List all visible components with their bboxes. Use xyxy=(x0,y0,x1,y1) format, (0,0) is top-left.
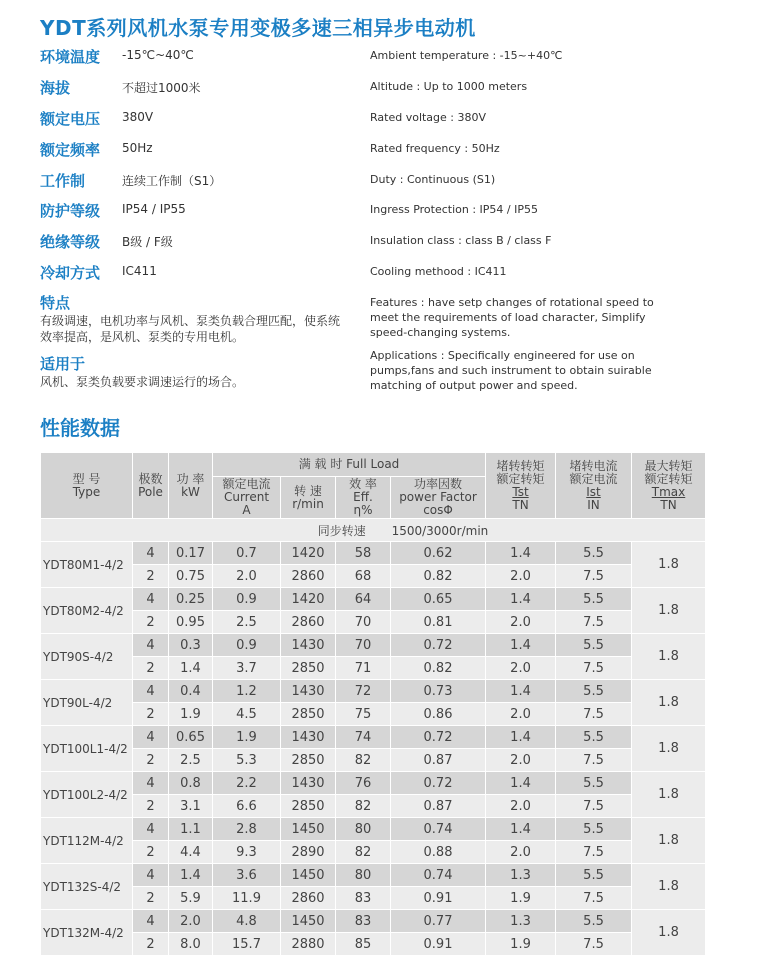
table-cell: 0.95 xyxy=(169,611,213,634)
table-cell: 2.2 xyxy=(213,772,281,795)
spec-row xyxy=(0,77,772,101)
table-cell: 80 xyxy=(336,818,391,841)
spec-english: Duty : Continuous (S1) xyxy=(370,173,496,186)
tmax-ratio: 1.8 xyxy=(632,726,706,772)
table-cell: 0.65 xyxy=(169,726,213,749)
spec-english: Insulation class : class B / class F xyxy=(370,234,552,247)
table-row xyxy=(41,588,706,611)
table-cell: 4.8 xyxy=(213,910,281,933)
spec-value: 连续工作制（S1） xyxy=(122,174,222,188)
table-cell: 7.5 xyxy=(556,749,632,772)
table-cell: 1.2 xyxy=(213,680,281,703)
table-cell: 9.3 xyxy=(213,841,281,864)
table-cell: 0.72 xyxy=(391,772,486,795)
table-row xyxy=(41,795,706,818)
table-cell: 5.5 xyxy=(556,542,632,565)
table-cell: 7.5 xyxy=(556,887,632,910)
table-cell: 0.72 xyxy=(391,726,486,749)
table-cell: 2 xyxy=(133,703,169,726)
header-type: 型 号 Type xyxy=(41,453,133,519)
table-cell: 2 xyxy=(133,887,169,910)
table-cell: 4.4 xyxy=(169,841,213,864)
features-heading: 特点 xyxy=(40,294,71,312)
table-row xyxy=(41,910,706,933)
table-cell: 7.5 xyxy=(556,565,632,588)
applications-text: 风机、泵类负载要求调速运行的场合。 xyxy=(40,375,245,389)
table-cell: 2880 xyxy=(281,933,336,956)
spec-value: 380V xyxy=(122,110,154,124)
table-cell: 5.5 xyxy=(556,910,632,933)
table-row xyxy=(41,841,706,864)
table-cell: 64 xyxy=(336,588,391,611)
table-cell: 0.75 xyxy=(169,565,213,588)
tmax-ratio: 1.8 xyxy=(632,588,706,634)
table-cell: 1450 xyxy=(281,818,336,841)
table-cell: 7.5 xyxy=(556,933,632,956)
table-cell: 2.0 xyxy=(486,565,556,588)
table-cell: 74 xyxy=(336,726,391,749)
applications-en: Applications : Specifically engineered for use on pumps,fans and such instrument to obtain suirable matching of output power and speed. xyxy=(370,349,652,392)
table-cell: 1430 xyxy=(281,680,336,703)
spec-row xyxy=(0,46,772,70)
spec-english: Ambient temperature : -15~+40℃ xyxy=(370,49,563,62)
table-cell: 0.8 xyxy=(169,772,213,795)
table-cell: 0.74 xyxy=(391,864,486,887)
table-row xyxy=(41,565,706,588)
table-cell: 11.9 xyxy=(213,887,281,910)
header-current: 额定电流 Current A xyxy=(213,477,281,519)
table-cell: 4 xyxy=(133,818,169,841)
model-type: YDT80M2-4/2 xyxy=(41,588,133,634)
spec-english: Cooling methood : IC411 xyxy=(370,265,507,278)
table-cell: 1.9 xyxy=(486,887,556,910)
table-cell: 2.0 xyxy=(486,795,556,818)
spec-label: 绝缘等级 xyxy=(40,233,101,251)
table-cell: 83 xyxy=(336,887,391,910)
table-cell: 82 xyxy=(336,795,391,818)
table-row xyxy=(41,680,706,703)
table-row xyxy=(41,611,706,634)
table-cell: 0.91 xyxy=(391,887,486,910)
table-cell: 4 xyxy=(133,864,169,887)
tmax-ratio: 1.8 xyxy=(632,772,706,818)
spec-english: Rated frequency : 50Hz xyxy=(370,142,500,155)
header-eff: 效 率 Eff. η% xyxy=(336,477,391,519)
table-cell: 75 xyxy=(336,703,391,726)
table-cell: 2.0 xyxy=(486,703,556,726)
table-cell: 2 xyxy=(133,657,169,680)
table-cell: 2890 xyxy=(281,841,336,864)
table-cell: 2.0 xyxy=(169,910,213,933)
table-cell: 82 xyxy=(336,841,391,864)
table-cell: 6.6 xyxy=(213,795,281,818)
header-ist: 堵转电流 额定电流 Ist IN xyxy=(556,453,632,519)
spec-value: B级 / F级 xyxy=(122,235,173,249)
table-cell: 1430 xyxy=(281,772,336,795)
spec-row xyxy=(0,231,772,255)
table-cell: 4 xyxy=(133,726,169,749)
spec-english: Rated voltage : 380V xyxy=(370,111,487,124)
table-cell: 0.77 xyxy=(391,910,486,933)
table-cell: 1.9 xyxy=(486,933,556,956)
table-cell: 1420 xyxy=(281,588,336,611)
table-row xyxy=(41,749,706,772)
table-cell: 2.0 xyxy=(213,565,281,588)
table-cell: 2850 xyxy=(281,795,336,818)
table-cell: 0.87 xyxy=(391,795,486,818)
table-cell: 5.5 xyxy=(556,588,632,611)
spec-value: 不超过1000米 xyxy=(122,81,201,95)
table-cell: 82 xyxy=(336,749,391,772)
table-cell: 0.74 xyxy=(391,818,486,841)
table-cell: 3.1 xyxy=(169,795,213,818)
spec-english: Altitude : Up to 1000 meters xyxy=(370,80,528,93)
table-cell: 2 xyxy=(133,565,169,588)
model-type: YDT112M-4/2 xyxy=(41,818,133,864)
table-cell: 85 xyxy=(336,933,391,956)
table-cell: 0.88 xyxy=(391,841,486,864)
table-cell: 4 xyxy=(133,588,169,611)
spec-row xyxy=(0,170,772,194)
model-type: YDT90S-4/2 xyxy=(41,634,133,680)
table-cell: 7.5 xyxy=(556,703,632,726)
table-cell: 2 xyxy=(133,749,169,772)
sync-speed-label: 同步转速 xyxy=(317,523,366,538)
table-cell: 0.62 xyxy=(391,542,486,565)
spec-label: 冷却方式 xyxy=(40,264,101,282)
table-row xyxy=(41,657,706,680)
applications-heading: 适用于 xyxy=(40,355,86,373)
table-cell: 0.3 xyxy=(169,634,213,657)
table-cell: 2.5 xyxy=(169,749,213,772)
table-cell: 0.81 xyxy=(391,611,486,634)
table-cell: 1430 xyxy=(281,634,336,657)
spec-label: 环境温度 xyxy=(40,48,101,66)
header-tmax: 最大转矩 额定转矩 Tmax TN xyxy=(632,453,706,519)
table-cell: 4 xyxy=(133,772,169,795)
table-row xyxy=(41,933,706,956)
tmax-ratio: 1.8 xyxy=(632,680,706,726)
table-cell: 1.4 xyxy=(486,726,556,749)
model-type: YDT132M-4/2 xyxy=(41,910,133,956)
table-cell: 4.5 xyxy=(213,703,281,726)
table-cell: 0.4 xyxy=(169,680,213,703)
performance-title: 性能数据 xyxy=(40,416,120,440)
table-cell: 2 xyxy=(133,611,169,634)
table-cell: 1.4 xyxy=(486,542,556,565)
table-cell: 7.5 xyxy=(556,611,632,634)
spec-value: IC411 xyxy=(122,264,157,278)
table-cell: 72 xyxy=(336,680,391,703)
table-cell: 1.4 xyxy=(486,818,556,841)
table-cell: 70 xyxy=(336,634,391,657)
spec-label: 额定电压 xyxy=(40,110,101,128)
table-cell: 5.5 xyxy=(556,680,632,703)
table-cell: 2.8 xyxy=(213,818,281,841)
table-cell: 4 xyxy=(133,680,169,703)
header-tst: 堵转转矩 额定转矩 Tst TN xyxy=(486,453,556,519)
table-cell: 0.73 xyxy=(391,680,486,703)
spec-row xyxy=(0,108,772,132)
spec-row xyxy=(0,200,772,224)
table-cell: 4 xyxy=(133,542,169,565)
table-cell: 58 xyxy=(336,542,391,565)
table-cell: 7.5 xyxy=(556,841,632,864)
header-pf: 功率因数 power Factor cosΦ xyxy=(391,477,486,519)
table-cell: 0.25 xyxy=(169,588,213,611)
table-cell: 5.5 xyxy=(556,634,632,657)
model-type: YDT100L1-4/2 xyxy=(41,726,133,772)
table-cell: 71 xyxy=(336,657,391,680)
table-cell: 1.9 xyxy=(213,726,281,749)
table-cell: 2.0 xyxy=(486,657,556,680)
header-full-load: 满 载 时 Full Load xyxy=(213,453,486,477)
spec-label: 额定频率 xyxy=(40,141,101,159)
table-cell: 8.0 xyxy=(169,933,213,956)
table-cell: 5.5 xyxy=(556,772,632,795)
table-cell: 0.87 xyxy=(391,749,486,772)
table-cell: 1.3 xyxy=(486,864,556,887)
sync-speed-value: 1500/3000r/min xyxy=(391,523,489,538)
table-cell: 70 xyxy=(336,611,391,634)
table-cell: 2.0 xyxy=(486,749,556,772)
spec-label: 防护等级 xyxy=(40,202,101,220)
table-cell: 5.5 xyxy=(556,864,632,887)
tmax-ratio: 1.8 xyxy=(632,910,706,956)
table-cell: 1420 xyxy=(281,542,336,565)
table-cell: 1.4 xyxy=(486,772,556,795)
table-cell: 80 xyxy=(336,864,391,887)
tmax-ratio: 1.8 xyxy=(632,542,706,588)
table-cell: 1.3 xyxy=(486,910,556,933)
table-cell: 5.3 xyxy=(213,749,281,772)
table-cell: 2860 xyxy=(281,565,336,588)
tmax-ratio: 1.8 xyxy=(632,634,706,680)
sync-speed-row xyxy=(41,519,706,542)
table-cell: 2 xyxy=(133,795,169,818)
table-cell: 4 xyxy=(133,910,169,933)
table-cell: 68 xyxy=(336,565,391,588)
table-cell: 7.5 xyxy=(556,795,632,818)
spec-row xyxy=(0,139,772,163)
table-cell: 1430 xyxy=(281,726,336,749)
table-cell: 5.5 xyxy=(556,818,632,841)
table-cell: 0.65 xyxy=(391,588,486,611)
spec-english: Ingress Protection : IP54 / IP55 xyxy=(370,203,539,216)
table-row xyxy=(41,726,706,749)
tmax-ratio: 1.8 xyxy=(632,818,706,864)
table-cell: 1.4 xyxy=(169,864,213,887)
table-cell: 4 xyxy=(133,634,169,657)
table-cell: 2860 xyxy=(281,887,336,910)
table-row xyxy=(41,542,706,565)
table-cell: 3.6 xyxy=(213,864,281,887)
spec-value: 50Hz xyxy=(122,141,153,155)
table-cell: 2.0 xyxy=(486,841,556,864)
table-cell: 1.4 xyxy=(169,657,213,680)
table-cell: 1450 xyxy=(281,864,336,887)
spec-value: IP54 / IP55 xyxy=(122,202,186,216)
table-cell: 76 xyxy=(336,772,391,795)
tmax-ratio: 1.8 xyxy=(632,864,706,910)
header-speed: 转 速 r/min xyxy=(281,477,336,519)
header-pole: 极数 Pole xyxy=(133,453,169,519)
table-cell: 1.1 xyxy=(169,818,213,841)
table-row xyxy=(41,864,706,887)
table-row xyxy=(41,772,706,795)
model-type: YDT100L2-4/2 xyxy=(41,772,133,818)
table-row xyxy=(41,703,706,726)
table-row xyxy=(41,887,706,910)
spec-label: 工作制 xyxy=(40,172,86,190)
table-row xyxy=(41,634,706,657)
table-cell: 2.0 xyxy=(486,611,556,634)
table-row xyxy=(41,818,706,841)
table-cell: 1.4 xyxy=(486,588,556,611)
performance-table xyxy=(40,452,706,956)
table-cell: 2860 xyxy=(281,611,336,634)
table-cell: 2850 xyxy=(281,703,336,726)
table-cell: 2.5 xyxy=(213,611,281,634)
page-title: YDT系列风机水泵专用变极多速三相异步电动机 xyxy=(40,16,476,40)
table-cell: 5.9 xyxy=(169,887,213,910)
table-cell: 0.91 xyxy=(391,933,486,956)
table-cell: 0.72 xyxy=(391,634,486,657)
model-type: YDT80M1-4/2 xyxy=(41,542,133,588)
table-cell: 7.5 xyxy=(556,657,632,680)
table-cell: 2 xyxy=(133,841,169,864)
features-en: Features : have setp changes of rotational speed to meet the requirements of load character, Simplify speed-changing systems. xyxy=(370,296,654,339)
table-cell: 15.7 xyxy=(213,933,281,956)
table-cell: 2850 xyxy=(281,749,336,772)
spec-label: 海拔 xyxy=(40,79,71,97)
table-cell: 0.82 xyxy=(391,657,486,680)
table-cell: 1.9 xyxy=(169,703,213,726)
table-cell: 0.7 xyxy=(213,542,281,565)
table-cell: 1.4 xyxy=(486,634,556,657)
features-text: 有级调速，电机功率与风机、泵类负载合理匹配，使系统效率提高，是风机、泵类的专用电机。 xyxy=(40,314,341,344)
spec-row xyxy=(0,262,772,286)
table-cell: 2 xyxy=(133,933,169,956)
table-cell: 0.82 xyxy=(391,565,486,588)
model-type: YDT90L-4/2 xyxy=(41,680,133,726)
table-cell: 0.17 xyxy=(169,542,213,565)
table-cell: 0.86 xyxy=(391,703,486,726)
table-cell: 0.9 xyxy=(213,588,281,611)
header-power: 功 率 kW xyxy=(169,453,213,519)
table-cell: 1450 xyxy=(281,910,336,933)
table-cell: 83 xyxy=(336,910,391,933)
spec-value: -15℃~40℃ xyxy=(122,48,194,62)
model-type: YDT132S-4/2 xyxy=(41,864,133,910)
table-cell: 2850 xyxy=(281,657,336,680)
table-cell: 1.4 xyxy=(486,680,556,703)
table-cell: 0.9 xyxy=(213,634,281,657)
table-cell: 3.7 xyxy=(213,657,281,680)
table-cell: 5.5 xyxy=(556,726,632,749)
